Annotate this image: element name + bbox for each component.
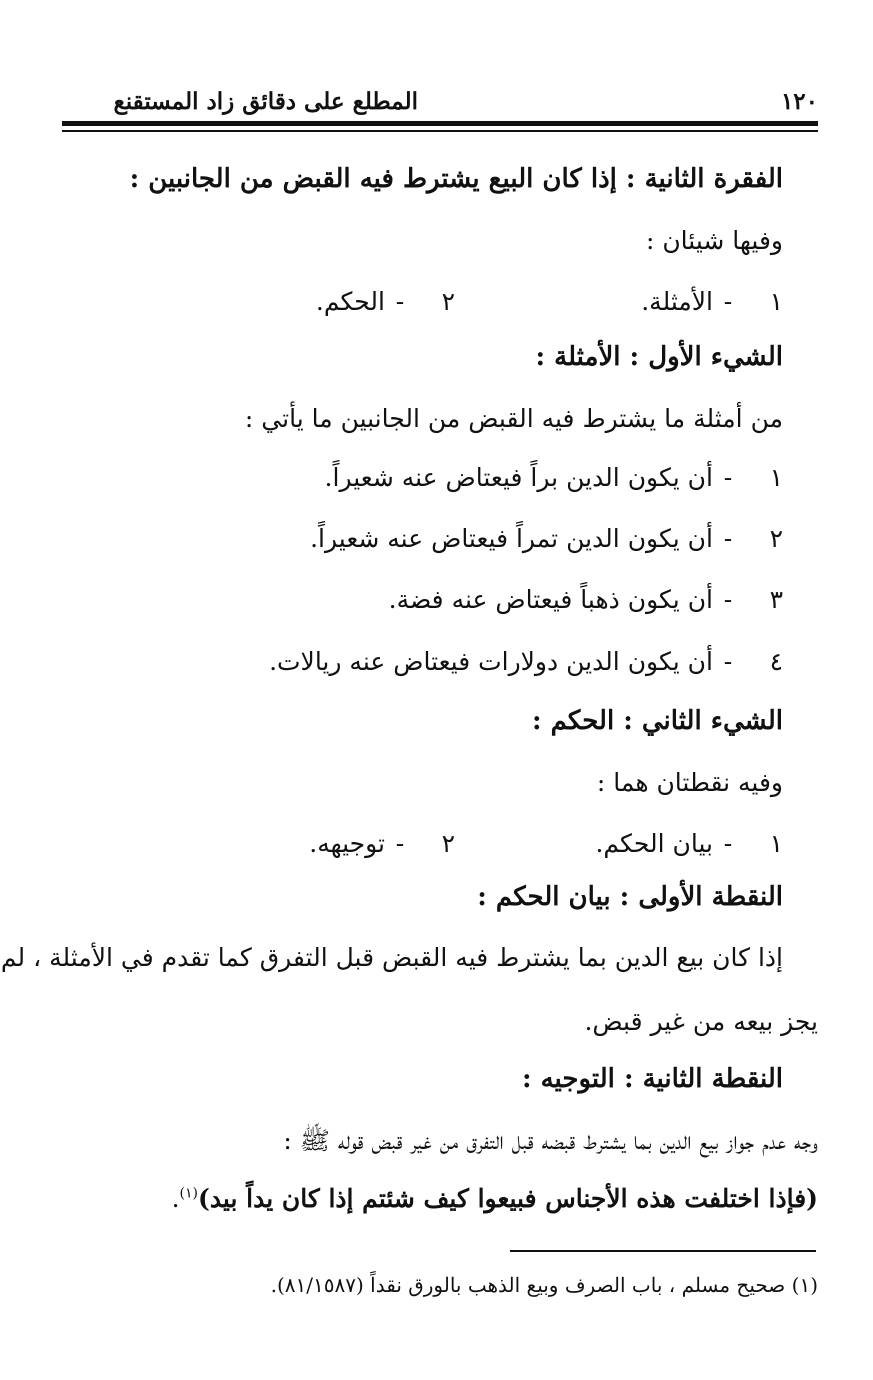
header-rule-thin (62, 130, 818, 132)
thing2-item: ٢-توجيهه. (309, 829, 455, 858)
section2-intro: وفيها شيئان : (645, 226, 783, 255)
item-number: ١ (769, 829, 783, 858)
point1-paragraph-line: إذا كان بيع الدين بما يشترط فيه القبض قبل التفرق كما تقدم في الأمثلة ، لم (0, 943, 783, 972)
section2-item: ٢-الحكم. (315, 287, 455, 316)
item-text: أن يكون الدين دولارات فيعتاض عنه ريالات. (269, 647, 713, 676)
item-text: بيان الحكم. (595, 829, 713, 858)
item-text: أن يكون الدين تمراً فيعتاض عنه شعيراً. (310, 524, 713, 553)
header-rule-thick (62, 121, 818, 126)
thing2-intro: وفيه نقطتان هما : (596, 768, 783, 797)
section2-heading: الفقرة الثانية : إذا كان البيع يشترط فيه القبض من الجانبين : (129, 164, 783, 194)
page-number: ١٢٠ (780, 88, 818, 115)
footnote-rule (510, 1250, 816, 1252)
item-text: أن يكون الدين براً فيعتاض عنه شعيراً. (324, 463, 713, 492)
point1-paragraph-line: يجز بيعه من غير قبض. (584, 1007, 818, 1036)
thing2-item: ١-بيان الحكم. (595, 829, 783, 858)
running-header-title: المطلع على دقائق زاد المستقنع (113, 88, 418, 115)
item-number: ٣ (769, 585, 783, 614)
item-number: ٢ (441, 829, 455, 858)
footnote-marker[interactable]: (١) (179, 1185, 198, 1202)
item-text: أن يكون ذهباً فيعتاض عنه فضة. (388, 585, 713, 614)
item-number: ٤ (769, 647, 783, 676)
item-number: ١ (769, 287, 783, 316)
hadith-quote: (فإذا اختلفت هذه الأجناس فبيعوا كيف شئتم إذا كان يداً بيد) (197, 1184, 818, 1213)
example-item: ٤-أن يكون الدين دولارات فيعتاض عنه ريالات. (269, 647, 783, 676)
example-item: ٢-أن يكون الدين تمراً فيعتاض عنه شعيراً. (310, 524, 783, 553)
point2-paragraph-line: وجه عدم جواز بيع الدين بما يشترط قبضه قبل التفرق من غير قبض قوله ﷺ : (283, 1126, 818, 1155)
item-number: ٢ (769, 524, 783, 553)
thing1-intro: من أمثلة ما يشترط فيه القبض من الجانبين ما يأتي : (244, 404, 783, 433)
item-text: توجيهه. (309, 829, 385, 858)
hadith-quote-line (172, 1184, 818, 1213)
thing2-heading: الشيء الثاني : الحكم : (531, 706, 783, 736)
example-item: ١-أن يكون الدين براً فيعتاض عنه شعيراً. (324, 463, 783, 492)
item-number: ١ (769, 463, 783, 492)
section2-item: ١-الأمثلة. (641, 287, 783, 316)
point2-heading: النقطة الثانية : التوجيه : (521, 1064, 783, 1094)
item-number: ٢ (441, 287, 455, 316)
footnote: (١) صحيح مسلم ، باب الصرف وبيع الذهب بالورق نقداً (٨١/١٥٨٧). (270, 1273, 818, 1297)
item-text: الأمثلة. (641, 287, 713, 316)
item-text: الحكم. (315, 287, 385, 316)
point1-heading: النقطة الأولى : بيان الحكم : (477, 882, 783, 912)
example-item: ٣-أن يكون ذهباً فيعتاض عنه فضة. (388, 585, 783, 614)
thing1-heading: الشيء الأول : الأمثلة : (535, 342, 783, 372)
sentence-end: . (171, 1184, 180, 1213)
